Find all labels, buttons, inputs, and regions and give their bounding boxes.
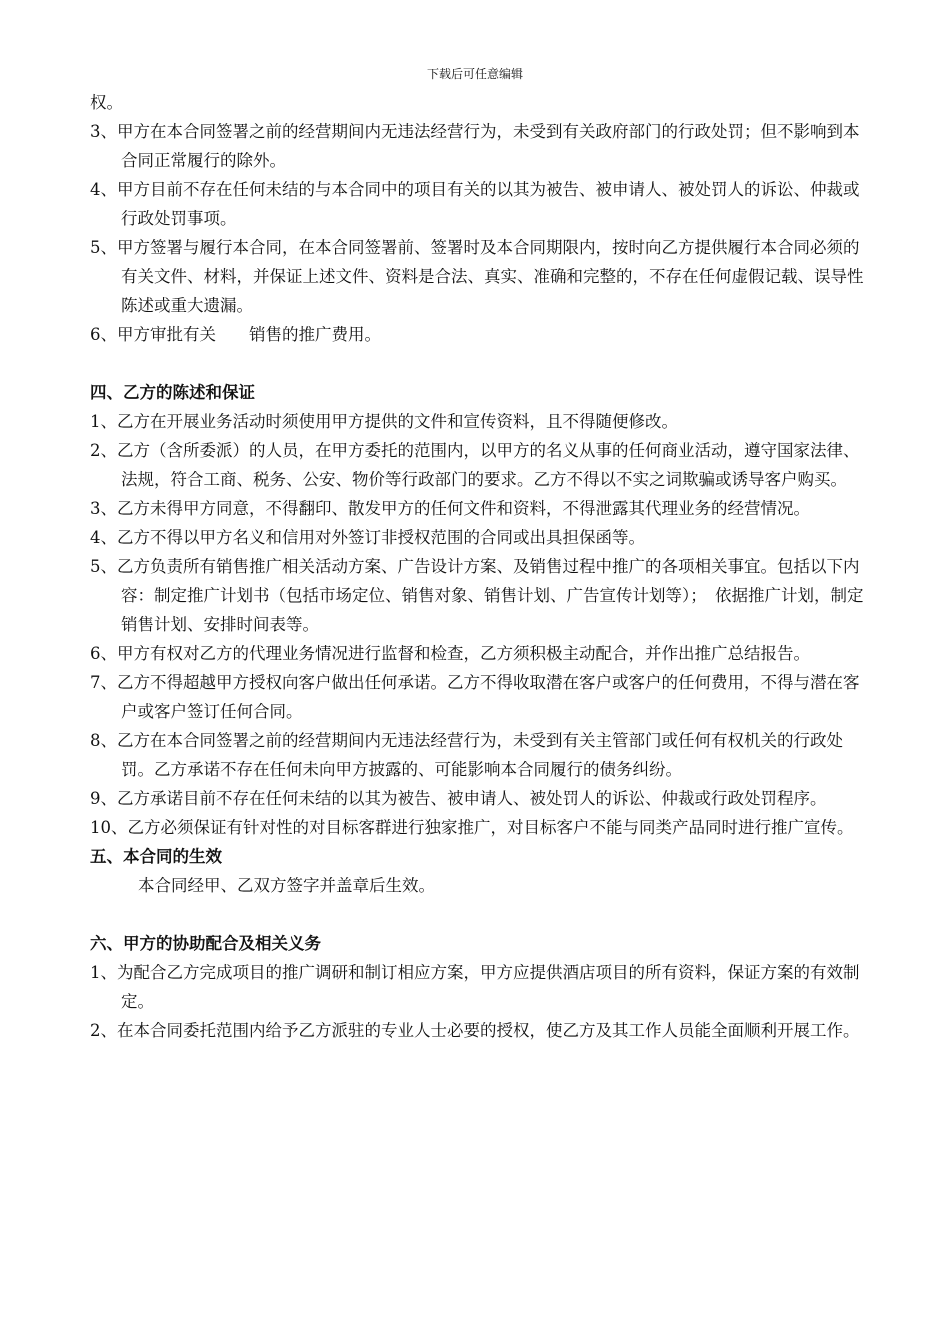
section-5-text: 本合同经甲、乙双方签字并盖章后生效。 <box>138 876 435 895</box>
spacer <box>90 900 865 929</box>
clause-4-5: 5、乙方负责所有销售推广相关活动方案、广告设计方案、及销售过程中推广的各项相关事宜。包括以下内容：制定推广计划书（包括市场定位、销售对象、销售计划、广告宣传计划等）； 依据推广计划，制定销售计划、安排时间表等。 <box>90 557 864 634</box>
clause-4-9: 9、乙方承诺目前不存在任何未结的以其为被告、被申请人、被处罚人的诉讼、仲裁或行政处罚程序。 <box>90 789 827 808</box>
section-4-heading: 四、乙方的陈述和保证 <box>90 383 255 402</box>
clause-3-5: 5、甲方签署与履行本合同，在本合同签署前、签署时及本合同期限内，按时向乙方提供履行本合同必须的有关文件、材料，并保证上述文件、资料是合法、真实、准确和完整的，不存在任何虚假记载、误导性陈述或重大遗漏。 <box>90 238 864 315</box>
clause-4-3: 3、乙方未得甲方同意，不得翻印、散发甲方的任何文件和资料，不得泄露其代理业务的经营情况。 <box>90 499 810 518</box>
clause-4-6: 6、甲方有权对乙方的代理业务情况进行监督和检查，乙方须积极主动配合，并作出推广总结报告。 <box>90 644 810 663</box>
clause-3-4: 4、甲方目前不存在任何未结的与本合同中的项目有关的以其为被告、被申请人、被处罚人的诉讼、仲裁或行政处罚事项。 <box>90 180 860 228</box>
clause-4-1: 1、乙方在开展业务活动时须使用甲方提供的文件和宣传资料，且不得随便修改。 <box>90 412 678 431</box>
clause-6-2: 2、在本合同委托范围内给予乙方派驻的专业人士必要的授权，使乙方及其工作人员能全面顺利开展工作。 <box>90 1021 860 1040</box>
clause-4-8: 8、乙方在本合同签署之前的经营期间内无违法经营行为，未受到有关主管部门或任何有权机关的行政处罚。乙方承诺不存在任何未向甲方披露的、可能影响本合同履行的债务纠纷。 <box>90 731 843 779</box>
section-6-heading: 六、甲方的协助配合及相关义务 <box>90 934 321 953</box>
clause-4-10: 10、乙方必须保证有针对性的对目标客群进行独家推广，对目标客户不能与同类产品同时进行推广宣传。 <box>90 818 854 837</box>
continued-text: 权。 <box>90 93 123 112</box>
clause-3-3: 3、甲方在本合同签署之前的经营期间内无违法经营行为，未受到有关政府部门的行政处罚；但不影响到本合同正常履行的除外。 <box>90 122 860 170</box>
page-header: 下载后可任意编辑 <box>426 67 523 81</box>
section-5-heading: 五、本合同的生效 <box>90 847 222 866</box>
clause-3-6: 6、甲方审批有关 销售的推广费用。 <box>90 325 381 344</box>
document-body <box>90 88 865 1045</box>
spacer <box>90 349 865 378</box>
clause-4-2: 2、乙方（含所委派）的人员，在甲方委托的范围内，以甲方的名义从事的任何商业活动，遵守国家法律、法规，符合工商、税务、公安、物价等行政部门的要求。乙方不得以不实之词欺骗或诱导客户购买。 <box>90 441 860 489</box>
clause-4-4: 4、乙方不得以甲方名义和信用对外签订非授权范围的合同或出具担保函等。 <box>90 528 645 547</box>
clause-4-7: 7、乙方不得超越甲方授权向客户做出任何承诺。乙方不得收取潜在客户或客户的任何费用，不得与潜在客户或客户签订任何合同。 <box>90 673 860 721</box>
clause-6-1: 1、为配合乙方完成项目的推广调研和制订相应方案，甲方应提供酒店项目的所有资料，保证方案的有效制定。 <box>90 963 860 1011</box>
